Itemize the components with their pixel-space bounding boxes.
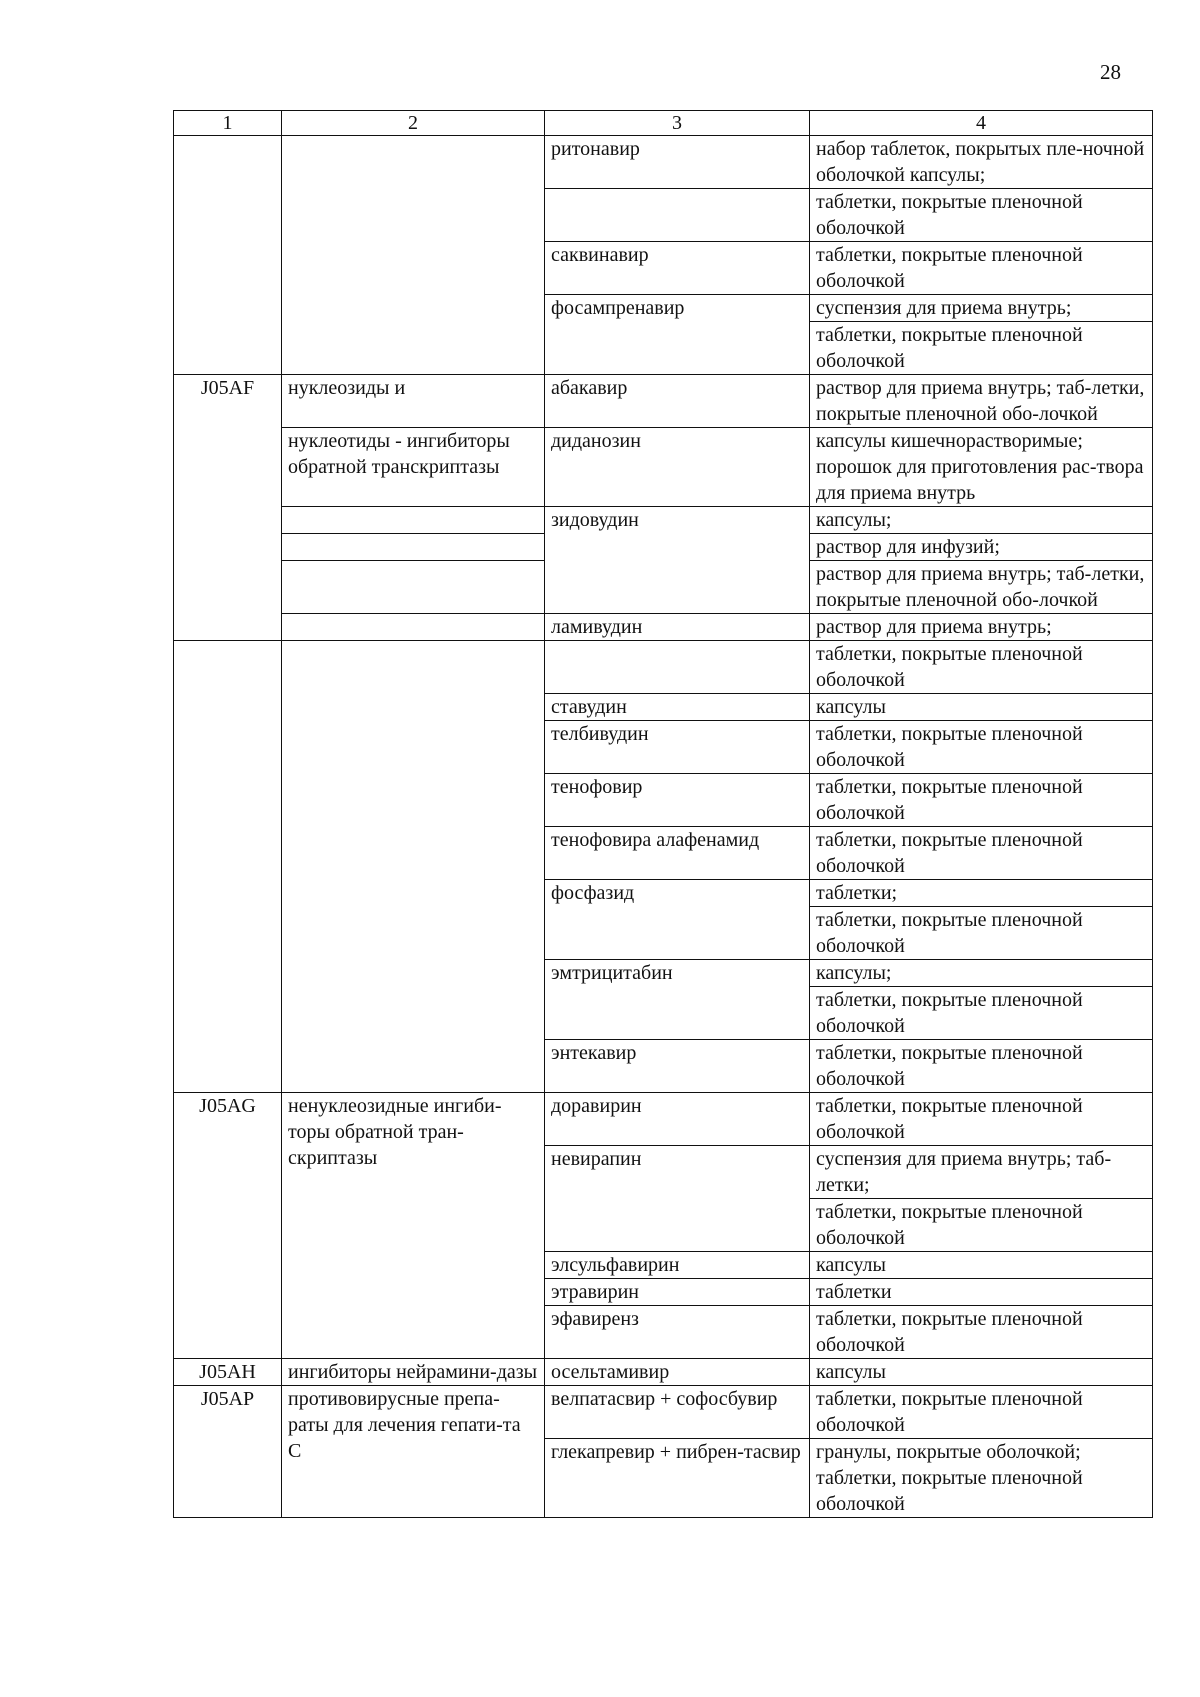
form-cell: капсулы (810, 1252, 1153, 1279)
table-row (174, 641, 1153, 694)
drug-cell: диданозин (545, 428, 810, 507)
group-cell: ингибиторы нейрамини-дазы (282, 1359, 545, 1386)
drug-cell (545, 189, 810, 242)
form-cell: суспензия для приема внутрь; (810, 295, 1153, 322)
drug-cell: ритонавир (545, 136, 810, 189)
drug-cell: тенофовира алафенамид (545, 827, 810, 880)
atc-code-cell (174, 641, 282, 1093)
drug-cell: фосампренавир (545, 295, 810, 375)
form-cell: таблетки, покрытые пленочной оболочкой (810, 987, 1153, 1040)
header-row (174, 111, 1153, 136)
form-cell: таблетки, покрытые пленочной оболочкой (810, 774, 1153, 827)
drug-table (173, 110, 1153, 1518)
drug-cell: элсульфавирин (545, 1252, 810, 1279)
form-cell: таблетки, покрытые пленочной оболочкой (810, 1040, 1153, 1093)
group-cell: нуклеозиды и (282, 375, 545, 428)
column-header: 2 (282, 111, 545, 136)
group-cell (282, 534, 545, 561)
drug-cell: телбивудин (545, 721, 810, 774)
form-cell: капсулы; (810, 960, 1153, 987)
table-row (174, 1359, 1153, 1386)
form-cell: таблетки, покрытые пленочной оболочкой (810, 641, 1153, 694)
form-cell: таблетки, покрытые пленочной оболочкой (810, 322, 1153, 375)
drug-cell (545, 641, 810, 694)
drug-cell: ставудин (545, 694, 810, 721)
form-cell: таблетки, покрытые пленочной оболочкой (810, 242, 1153, 295)
form-cell: капсулы (810, 694, 1153, 721)
atc-code-cell: J05AG (174, 1093, 282, 1359)
table-row (174, 1386, 1153, 1439)
form-cell: раствор для инфузий; (810, 534, 1153, 561)
group-cell (282, 641, 545, 1093)
table-row (174, 136, 1153, 189)
drug-cell: энтекавир (545, 1040, 810, 1093)
atc-code-cell: J05AH (174, 1359, 282, 1386)
table-row (174, 507, 1153, 534)
form-cell: раствор для приема внутрь; (810, 614, 1153, 641)
table-row (174, 428, 1153, 507)
drug-cell: зидовудин (545, 507, 810, 614)
table-row (174, 375, 1153, 428)
drug-cell: осельтамивир (545, 1359, 810, 1386)
group-cell (282, 136, 545, 375)
form-cell: таблетки, покрытые пленочной оболочкой (810, 1093, 1153, 1146)
form-cell: таблетки, покрытые пленочной оболочкой (810, 827, 1153, 880)
group-cell (282, 561, 545, 614)
form-cell: таблетки, покрытые пленочной оболочкой (810, 1199, 1153, 1252)
atc-code-cell: J05AP (174, 1386, 282, 1518)
drug-cell: этравирин (545, 1279, 810, 1306)
drug-cell: эмтрицитабин (545, 960, 810, 1040)
form-cell: капсулы кишечнорастворимые; порошок для приготовления рас-твора для приема внутрь (810, 428, 1153, 507)
form-cell: таблетки, покрытые пленочной оболочкой (810, 907, 1153, 960)
drug-cell: тенофовир (545, 774, 810, 827)
drug-cell: ламивудин (545, 614, 810, 641)
form-cell: таблетки, покрытые пленочной оболочкой (810, 721, 1153, 774)
form-cell: таблетки, покрытые пленочной оболочкой (810, 1306, 1153, 1359)
column-header: 1 (174, 111, 282, 136)
table-row (174, 614, 1153, 641)
group-cell (282, 614, 545, 641)
drug-cell: абакавир (545, 375, 810, 428)
form-cell: капсулы (810, 1359, 1153, 1386)
drug-cell: фосфазид (545, 880, 810, 960)
column-header: 3 (545, 111, 810, 136)
form-cell: раствор для приема внутрь; таб-летки, покрытые пленочной обо-лочкой (810, 375, 1153, 428)
table-row (174, 1093, 1153, 1146)
form-cell: набор таблеток, покрытых пле-ночной оболочкой капсулы; (810, 136, 1153, 189)
atc-code-cell (174, 136, 282, 375)
form-cell: таблетки (810, 1279, 1153, 1306)
drug-cell: доравирин (545, 1093, 810, 1146)
form-cell: суспензия для приема внутрь; таб-летки; (810, 1146, 1153, 1199)
form-cell: гранулы, покрытые оболочкой; таблетки, покрытые пленочной оболочкой (810, 1439, 1153, 1518)
form-cell: таблетки; (810, 880, 1153, 907)
form-cell: таблетки, покрытые пленочной оболочкой (810, 1386, 1153, 1439)
group-cell: нуклеотиды - ингибиторы обратной транскриптазы (282, 428, 545, 507)
group-cell: ненуклеозидные ингиби-торы обратной тран-скриптазы (282, 1093, 545, 1359)
drug-cell: глекапревир + пибрен-тасвир (545, 1439, 810, 1518)
atc-code-cell: J05AF (174, 375, 282, 641)
drug-cell: велпатасвир + софосбувир (545, 1386, 810, 1439)
group-cell: противовирусные препа-раты для лечения гепати-та С (282, 1386, 545, 1518)
form-cell: таблетки, покрытые пленочной оболочкой (810, 189, 1153, 242)
form-cell: раствор для приема внутрь; таб-летки, покрытые пленочной обо-лочкой (810, 561, 1153, 614)
drug-cell: саквинавир (545, 242, 810, 295)
page-number: 28 (1100, 60, 1121, 84)
group-cell (282, 507, 545, 534)
column-header: 4 (810, 111, 1153, 136)
drug-cell: невирапин (545, 1146, 810, 1252)
drug-cell: эфавиренз (545, 1306, 810, 1359)
form-cell: капсулы; (810, 507, 1153, 534)
